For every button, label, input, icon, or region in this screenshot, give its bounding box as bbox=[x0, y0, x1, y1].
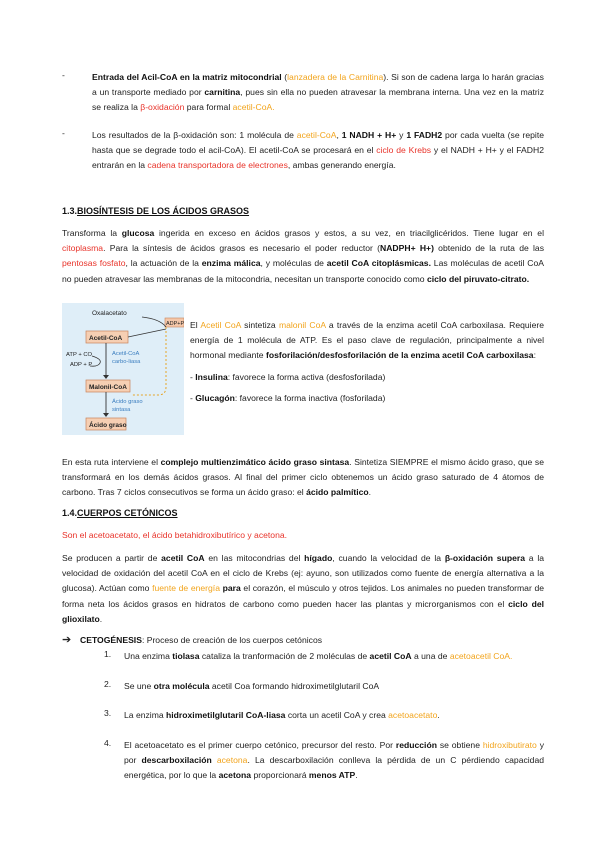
text-run: reducción bbox=[395, 740, 437, 750]
text-run: acetil CoA bbox=[369, 651, 412, 661]
text-run: acetona bbox=[216, 755, 248, 766]
section-heading-1-3 bbox=[62, 206, 249, 216]
text-run: a la velocidad de oxidación del acetil CoA en el ciclo de Krebs (ej: ayuno, son utilizados como fuente de energía alternativa a la glucosa). Actúan como bbox=[62, 553, 545, 594]
step-text bbox=[124, 708, 544, 723]
text-run: ciclo de Krebs bbox=[376, 145, 432, 156]
section-number: 1.3. bbox=[62, 206, 78, 216]
text-run: Los resultados de la β-oxidación son: 1 molécula de bbox=[92, 130, 297, 140]
label-enzyme2-line1: Ácido graso bbox=[112, 399, 143, 405]
label-enzyme2-line2: sintasa bbox=[112, 407, 131, 413]
text-run: La enzima bbox=[124, 710, 167, 720]
text-run: tiolasa bbox=[172, 651, 200, 661]
text-run: . Sintetiza SIEMPRE el mismo ácido graso, que se transformará en los demás ácidos grasos. Al final del primer ciclo obtenemos un ácido graso saturado de 4 átomos de carbono. Tras 7 ciclos consecutivos se forma un ácido graso: el bbox=[62, 457, 544, 498]
text-run: acetil CoA bbox=[161, 553, 205, 563]
text-run: : favorece la forma inactiva (fosforilada) bbox=[234, 392, 386, 403]
text-run: 1 NADH + H+ bbox=[341, 130, 397, 140]
text-run: 1 FADH2 bbox=[406, 130, 443, 140]
text-run: Insulina bbox=[195, 371, 228, 382]
diagram-side-text bbox=[190, 318, 544, 406]
step-item bbox=[104, 738, 544, 784]
paragraph-sintasa bbox=[62, 455, 544, 501]
text-run: enzima málica bbox=[201, 258, 261, 269]
text-run: ácido palmítico bbox=[306, 487, 369, 498]
cetogenesis-text bbox=[80, 633, 544, 648]
label-atp-co2: ATP + CO bbox=[66, 352, 93, 358]
text-run: - bbox=[190, 371, 196, 382]
text-run: ciclo del glioxilato bbox=[62, 598, 544, 624]
step-number: 4. bbox=[104, 738, 112, 748]
bullet-dash: - bbox=[62, 128, 65, 138]
step-item bbox=[104, 649, 544, 664]
step-number: 2. bbox=[104, 679, 112, 689]
text-run: ( bbox=[281, 72, 288, 82]
text-run: descarboxilación bbox=[141, 755, 212, 766]
text-run: menos ATP bbox=[308, 770, 356, 781]
text-run: otra molécula bbox=[153, 681, 210, 691]
text-run: hidroxibutirato bbox=[482, 740, 537, 750]
label-oxalacetato: Oxalacetato bbox=[92, 310, 127, 317]
fatty-acid-synthesis-diagram bbox=[62, 303, 184, 435]
step-text bbox=[124, 738, 544, 784]
text-run: ingerida en exceso en ácidos grasos y estos, a su vez, en triacilglicéridos. Tiene lugar en el bbox=[154, 228, 544, 238]
text-run: el corazón, el músculo y otros tejidos. Los animales no pueden transformar de forma neta los ácidos grasos en hidratos de carbono como pueden hacer las plantas y microrganismos con el bbox=[62, 583, 545, 609]
step-number: 3. bbox=[104, 708, 112, 718]
paragraph-text bbox=[62, 226, 544, 287]
text-run: Una enzima bbox=[124, 651, 173, 661]
text-run: corta un acetil CoA y crea bbox=[285, 710, 389, 720]
text-run: acetoacetato bbox=[388, 710, 438, 720]
text-run: complejo multienzimático ácido graso sintasa bbox=[160, 457, 350, 467]
text-run: , bbox=[336, 130, 342, 140]
text-run: En esta ruta interviene el bbox=[62, 457, 161, 467]
text-run: obtenido de la ruta de las bbox=[433, 243, 544, 254]
section-title: BIOSÍNTESIS DE LOS ÁCIDOS GRASOS bbox=[77, 206, 250, 216]
text-run: NADPH+ H+) bbox=[380, 243, 434, 254]
text-run: β-oxidación supera bbox=[444, 553, 525, 563]
paragraph-cuerpos-cetonicos bbox=[62, 551, 544, 627]
text-run: . bbox=[355, 770, 358, 781]
section-heading-1-4 bbox=[62, 508, 178, 518]
text-run: a través de la enzima acetil CoA carboxilasa. Requiere energía de 1 molécula de ATP. Es el paso clave de regulación, principalmente a nivel hormonal mediante bbox=[190, 320, 544, 361]
text-run: acetona bbox=[218, 770, 252, 781]
step-item bbox=[104, 708, 544, 723]
text-run: a una de bbox=[411, 651, 450, 661]
text-run: Acetil CoA bbox=[200, 320, 241, 330]
text-run: , ambas generando energía. bbox=[287, 160, 396, 171]
text-run: Se une bbox=[124, 681, 154, 691]
label-enzyme1-line1: Acetil-CoA bbox=[112, 351, 140, 357]
text-run: Se producen a partir de bbox=[62, 553, 162, 563]
label-malonil: Malonil-CoA bbox=[89, 384, 127, 391]
bullet-text bbox=[92, 128, 544, 174]
side-paragraph bbox=[190, 318, 544, 364]
text-run: para formal bbox=[184, 102, 233, 113]
text-run: . bbox=[99, 613, 103, 624]
label-adp-pi2: ADP + P bbox=[70, 362, 93, 368]
text-run: hidroximetilglutaril CoA-liasa bbox=[166, 710, 286, 720]
text-run: . bbox=[437, 710, 440, 720]
text-run: . La descarboxilación conlleva la pérdida de un C pérdiendo capacidad energética, por lo que la bbox=[124, 755, 545, 781]
text-run: , la actuación de la bbox=[125, 258, 202, 269]
text-run: : favorece la forma activa (desfosforilada) bbox=[227, 371, 386, 382]
section-title: CUERPOS CETÓNICOS bbox=[77, 508, 178, 518]
step-number: 1. bbox=[104, 649, 112, 659]
glucagon-line bbox=[190, 391, 544, 406]
text-run: ciclo del piruvato-citrato. bbox=[426, 273, 530, 284]
bullet-text bbox=[92, 70, 544, 116]
arrow-icon: ➔ bbox=[62, 634, 72, 646]
step-item bbox=[104, 679, 544, 694]
ketone-bodies-subtitle bbox=[62, 528, 287, 543]
diagram-svg bbox=[62, 303, 184, 435]
text-run: . Para la síntesis de ácidos grasos es necesario el poder reductor ( bbox=[103, 243, 381, 254]
text-run: acetil-CoA bbox=[296, 130, 337, 140]
paragraph-text bbox=[62, 455, 544, 501]
text-run: lanzadera de la Carnitina bbox=[287, 72, 384, 82]
insulina-line bbox=[190, 370, 544, 385]
text-run: hígado bbox=[304, 553, 333, 563]
paragraph-text bbox=[62, 551, 544, 627]
text-run: acetil Coa formando hidroximetilglutaril CoA bbox=[209, 681, 380, 691]
section-number: 1.4. bbox=[62, 508, 78, 518]
text-run: Glucagón bbox=[195, 392, 235, 403]
step-text bbox=[124, 679, 544, 694]
text-run: y por bbox=[124, 740, 544, 766]
bullet-item bbox=[62, 70, 544, 116]
text-run: , pues sin ella no pueden atravesar la membrana interna. Una vez en la matriz se realiza la bbox=[92, 87, 544, 113]
text-run: cataliza la tranformación de 2 moléculas de bbox=[199, 651, 370, 661]
text-run: fuente de energía bbox=[152, 583, 220, 594]
text-run: , y moléculas de bbox=[260, 258, 327, 269]
label-acido-graso: Ácido graso bbox=[89, 422, 127, 429]
text-run: por cada vuelta (se repite hasta que se degrade todo el acil-CoA). El acetil-CoA se procesará en el bbox=[92, 130, 544, 156]
text-run: El acetoacetato es el primer cuerpo cetónico, precursor del resto. Por bbox=[124, 740, 396, 750]
text-run: pentosas fosfato bbox=[62, 258, 126, 269]
bullet-dash: - bbox=[62, 70, 65, 80]
bullet-item bbox=[62, 128, 544, 174]
text-run: : Proceso de creación de los cuerpos cetónicos bbox=[141, 635, 323, 645]
step-text bbox=[124, 649, 544, 664]
text-run: - bbox=[190, 392, 196, 403]
text-run: proporcionará bbox=[251, 770, 309, 781]
text-run: malonil CoA bbox=[278, 320, 326, 330]
text-run: : bbox=[533, 350, 536, 361]
text-run: β-oxidación bbox=[140, 102, 185, 113]
text-run: carnitina bbox=[204, 87, 241, 98]
cetogenesis-heading bbox=[62, 633, 544, 648]
label-adp-pi: ADP+P bbox=[166, 321, 184, 327]
text-run: en las mitocondrias del bbox=[204, 553, 305, 563]
label-acetil-coa: Acetil-CoA bbox=[89, 335, 123, 342]
text-run: fosforilación/desfosforilación de la enzima acetil CoA carboxilasa bbox=[265, 350, 534, 361]
text-run: y bbox=[396, 130, 407, 140]
text-run: Las moléculas de acetil CoA no pueden atravesar las membranas de la mitocondria, necesitan un transporte conocido como bbox=[62, 258, 544, 284]
paragraph-biosintesis bbox=[62, 226, 544, 287]
text-run: glucosa bbox=[121, 228, 155, 238]
text-run: cadena transportadora de electrones bbox=[147, 160, 288, 171]
text-run: para bbox=[222, 583, 241, 594]
text-run: citoplasma bbox=[62, 243, 104, 254]
text-run: . bbox=[368, 487, 372, 498]
text-run: Transforma la bbox=[62, 228, 122, 238]
text-run: ). Si son de cadena larga lo harán gracias a un transporte mediado por bbox=[92, 72, 544, 98]
text-run: y el NADH + H+ y el FADH2 entrarán en la bbox=[92, 145, 544, 171]
label-enzyme1-line2: carbo-liasa bbox=[112, 359, 141, 365]
text-run: acetoacetil CoA. bbox=[449, 651, 513, 661]
text-run: acetil-CoA. bbox=[232, 102, 275, 113]
text-run: se obtiene bbox=[436, 740, 483, 750]
subtitle-text: Son el acetoacetato, el ácido betahidroxibutírico y acetona. bbox=[62, 530, 288, 540]
text-run: acetil CoA citoplásmicas. bbox=[326, 258, 431, 269]
text-run: El bbox=[190, 320, 201, 330]
text-run: sintetiza bbox=[240, 320, 279, 330]
text-run: CETOGÉNESIS bbox=[80, 635, 142, 645]
text-run: Entrada del Acil-CoA en la matriz mitocondrial bbox=[92, 72, 282, 82]
text-run: , cuando la velocidad de la bbox=[332, 553, 445, 563]
